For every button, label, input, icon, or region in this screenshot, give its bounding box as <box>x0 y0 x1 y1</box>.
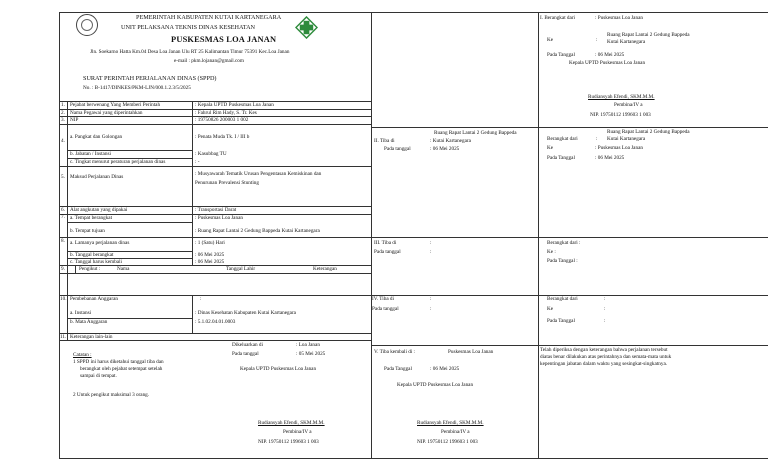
row-value: Penurunan Prevalensi Stunting <box>195 180 259 186</box>
section-i-date-value: : 06 Mei 2025 <box>595 52 625 58</box>
issued-date-value: : 05 Mei 2025 <box>296 351 326 357</box>
section-ii-arrival-value: Ruang Rapat Lantai 2 Gedung Bappeda <box>434 130 517 136</box>
section-ii-departure-date-label: Pada Tanggal <box>547 155 575 161</box>
row-label: b. Tanggal berangkat <box>70 252 114 258</box>
section-ii-departure-value: Ruang Rapat Lantai 2 Gedung Bappeda <box>607 129 690 135</box>
row-label: NIP <box>70 117 79 123</box>
row-number: 7. <box>61 214 65 220</box>
section-i-signer-name: Rudiansyah Efendi, SKM.M.M. <box>588 94 655 100</box>
row-label: Pembebanan Anggaran <box>70 296 118 302</box>
section-iv-arrival-label: IV. Tiba di <box>372 296 394 302</box>
row-number: 11. <box>60 334 67 340</box>
row-label: Keterangan lain-lain <box>70 334 113 340</box>
section-v-head: Kepala UPTD Puskesmas Loa Janan <box>397 382 474 388</box>
section-ii-arrival-label: II. Tiba di <box>374 138 395 144</box>
row-label: Nama Pegawai yang diperintahkan <box>70 110 143 116</box>
issued-date-label: Pada tanggal <box>232 351 259 357</box>
row-label: b. Jabatan / Instansi <box>70 151 111 157</box>
row-number: 2. <box>61 110 65 116</box>
row-value: : Dinas Kesehatan Kabupaten Kutai Kartanegara <box>195 310 296 316</box>
notes-title: Catatan : <box>73 352 92 358</box>
row-label: b. Mata Anggaran <box>70 319 108 325</box>
section-ii-to-label: Ke <box>547 145 554 151</box>
section-v-statement: diatas benar dilakukan atas perintahnya dan semata-mata untuk <box>540 354 672 360</box>
sppd-number: No. : B-1417/DINKES/PKM-LJN/000.1.2.3/5/2025 <box>83 85 191 91</box>
row-value: : 5.1.02.04.01.0003 <box>195 319 236 325</box>
section-i-date-label: Pada Tanggal <box>547 52 575 58</box>
row-value: : 1 (Satu) Hari <box>195 240 225 246</box>
section-ii-date-label: Pada tanggal <box>384 146 411 152</box>
note-line: 1 SPPD ini harus diketahui tanggal tiba dan <box>73 359 164 365</box>
signer-title: Kepala UPTD Puskesmas Loa Janan <box>240 366 317 372</box>
address-line: Jln. Soekarno Hatta Km.04 Desa Loa Janan Ulu RT 25 Kalimantan Timur 75391 Kec.Loa Janan <box>90 49 290 55</box>
issued-at-value: : Loa Janan <box>296 342 320 348</box>
section-ii-departure-value: Kutai Kartanegara <box>607 136 646 142</box>
section-v-signer-rank: Pembina/IV a <box>441 429 470 435</box>
section-iv-departure-date-value: : <box>604 318 606 324</box>
section-v-signer-name: Rudiansyah Efendi, SKM.M.M. <box>417 420 484 426</box>
section-iii-arrival-label: III. Tiba di <box>374 240 397 246</box>
section-v-signer-nip: NIP. 19750112 199603 1 003 <box>417 439 478 445</box>
row-value: : - <box>195 159 200 165</box>
signer-name: Rudiansyah Efendi, SKM.M.M. <box>258 420 325 426</box>
section-iv-to-value: : <box>604 306 606 312</box>
health-service-logo <box>295 16 318 39</box>
section-v-statement: Telah diperiksa dengan keterangan bahwa perjalanan tersebut <box>540 347 668 353</box>
row-label: a. Pangkat dan Golongan <box>70 134 123 140</box>
row-value: : 06 Mei 2025 <box>195 259 225 265</box>
section-ii-departure-colon: : <box>596 136 598 142</box>
companion-notes-header: Keterangan <box>313 266 337 272</box>
section-i-signer-nip: NIP. 19750112 199603 1 003 <box>590 112 651 118</box>
section-iv-date-value: : <box>430 306 432 312</box>
row-value: : Puskesmas Loa Janan <box>195 215 243 221</box>
companion-birthdate-header: Tanggal Lahir <box>226 266 256 272</box>
row-number: 10. <box>60 296 67 302</box>
row-label: a. Tempat berangkat <box>70 215 113 221</box>
row-value: : Penata Muda Tk. I / III b <box>195 134 250 140</box>
section-ii-to-value: : Puskesmas Loa Janan <box>595 145 643 151</box>
gov-line: PEMERINTAH KABUPATEN KUTAI KARTANEGARA <box>136 14 282 21</box>
row-label: Maksud Perjalanan Dinas <box>70 174 124 180</box>
section-iii-to-label: Ke : <box>547 249 556 255</box>
section-v-statement: kepentingan jabatan dalam waktu yang sesingkat-singkatnya. <box>540 361 668 367</box>
section-iii-arrival-value: : <box>430 240 432 246</box>
row-number: 9. <box>61 266 65 272</box>
row-label: b. Tempat tujuan <box>70 228 105 234</box>
signer-rank: Pembina/IV a <box>283 429 312 435</box>
section-iv-departure-label: Berangkat dari <box>547 296 578 302</box>
issued-at-label: Dikeluarkan di <box>232 342 263 348</box>
row-value: : Fahrul Rim Hady, S. Tr. Kes <box>195 110 257 116</box>
companion-label: Pengikut : <box>79 266 101 272</box>
row-number: 4. <box>61 138 65 144</box>
row-label: a. Lamanya perjalanan dinas <box>70 240 130 246</box>
row-value: : Kasubbag TU <box>195 151 227 157</box>
row-label: c. Tingkat menurut peraturan perjalanan dinas <box>70 159 166 165</box>
sppd-title: SURAT PERINTAH PERJALANAN DINAS (SPPD) <box>83 75 217 82</box>
section-iv-departure-value: : <box>604 296 606 302</box>
section-i-departure-value: : Puskesmas Loa Janan <box>595 15 643 21</box>
kutai-kartanegara-logo <box>76 14 98 36</box>
row-number: 1. <box>61 102 65 108</box>
section-i-to-label: Ke <box>547 37 554 43</box>
section-i-to-value: Kutai Kartanegara <box>607 39 646 45</box>
row-number: 6. <box>61 207 65 213</box>
row-value: : <box>200 296 202 302</box>
row-number: 5. <box>61 174 65 180</box>
row-value: : 19750826 200003 1 002 <box>195 117 249 123</box>
row-value: : Ruang Rapat Lantai 2 Gedung Bappeda Kutai Kartanegara <box>195 228 320 234</box>
section-ii-departure-date-value: : 06 Mei 2025 <box>595 155 625 161</box>
row-value: : 06 Mei 2025 <box>195 252 225 258</box>
section-ii-arrival-value: : Kutai Kartanegara <box>430 138 471 144</box>
section-i-departure-label: I. Berangkat dari <box>540 15 576 21</box>
row-value: : Kepala UPTD Puskesmas Loa Janan <box>195 102 274 108</box>
row-label: c. Tanggal harus kembali <box>70 259 122 265</box>
row-value: : Musyawarah Tematik Urusan Pengentasan Kemiskinan dan <box>195 171 322 177</box>
section-v-date-value: : 06 Mei 2025 <box>430 366 460 372</box>
row-number: 8. <box>61 238 65 244</box>
row-label: a. Instansi <box>70 310 92 316</box>
unit-line: UNIT PELAKSANA TEKNIS DINAS KESEHATAN <box>121 24 256 31</box>
row-value: : Transportasi Darat <box>195 207 237 213</box>
section-v-return-value: Puskesmas Loa Janan <box>448 349 494 355</box>
section-ii-date-value: : 06 Mei 2025 <box>430 146 460 152</box>
email-line: e-mail : pkm.lojanan@gmail.com <box>174 58 244 64</box>
section-i-head: Kepala UPTD Puskesmas Loa Janan <box>569 60 646 66</box>
row-label: Alat angkutan yang dipakai <box>70 207 128 213</box>
section-ii-departure-label: Berangkat dari <box>547 136 578 142</box>
section-iv-departure-date-label: Pada Tanggal <box>547 318 575 324</box>
companion-name-header: Nama <box>117 266 130 272</box>
section-iv-to-label: Ke <box>547 306 554 312</box>
section-i-signer-rank: Pembina/IV a <box>614 102 643 108</box>
section-v-date-label: Pada Tanggal <box>384 366 412 372</box>
section-i-to-colon: : <box>596 37 598 43</box>
row-label: Pejabat berwenang Yang Memberi Perintah <box>70 102 161 108</box>
section-i-to-value: Ruang Rapat Lantai 2 Gedung Bappeda <box>607 32 690 38</box>
section-iii-date-value: : <box>430 249 432 255</box>
section-iii-departure-date-label: Pada Tanggal : <box>547 258 578 264</box>
row-number: 3. <box>61 117 65 123</box>
note-line: berangkat oleh pejabat setempat setelah <box>80 366 163 372</box>
note-line: sampai di tempat. <box>80 373 117 379</box>
section-iv-date-label: Pada tanggal <box>372 306 399 312</box>
puskesmas-title: PUSKESMAS LOA JANAN <box>171 35 277 44</box>
section-iii-departure-label: Berangkat dari : <box>547 240 581 246</box>
section-iii-date-label: Pada tanggal <box>374 249 401 255</box>
section-iv-arrival-value: : <box>430 296 432 302</box>
note-line: 2 Untuk pengikut maksimal 3 orang. <box>73 392 150 398</box>
section-v-return-label: V. Tiba kembali di : <box>374 349 415 355</box>
signer-nip: NIP. 19750112 199603 1 003 <box>258 439 319 445</box>
